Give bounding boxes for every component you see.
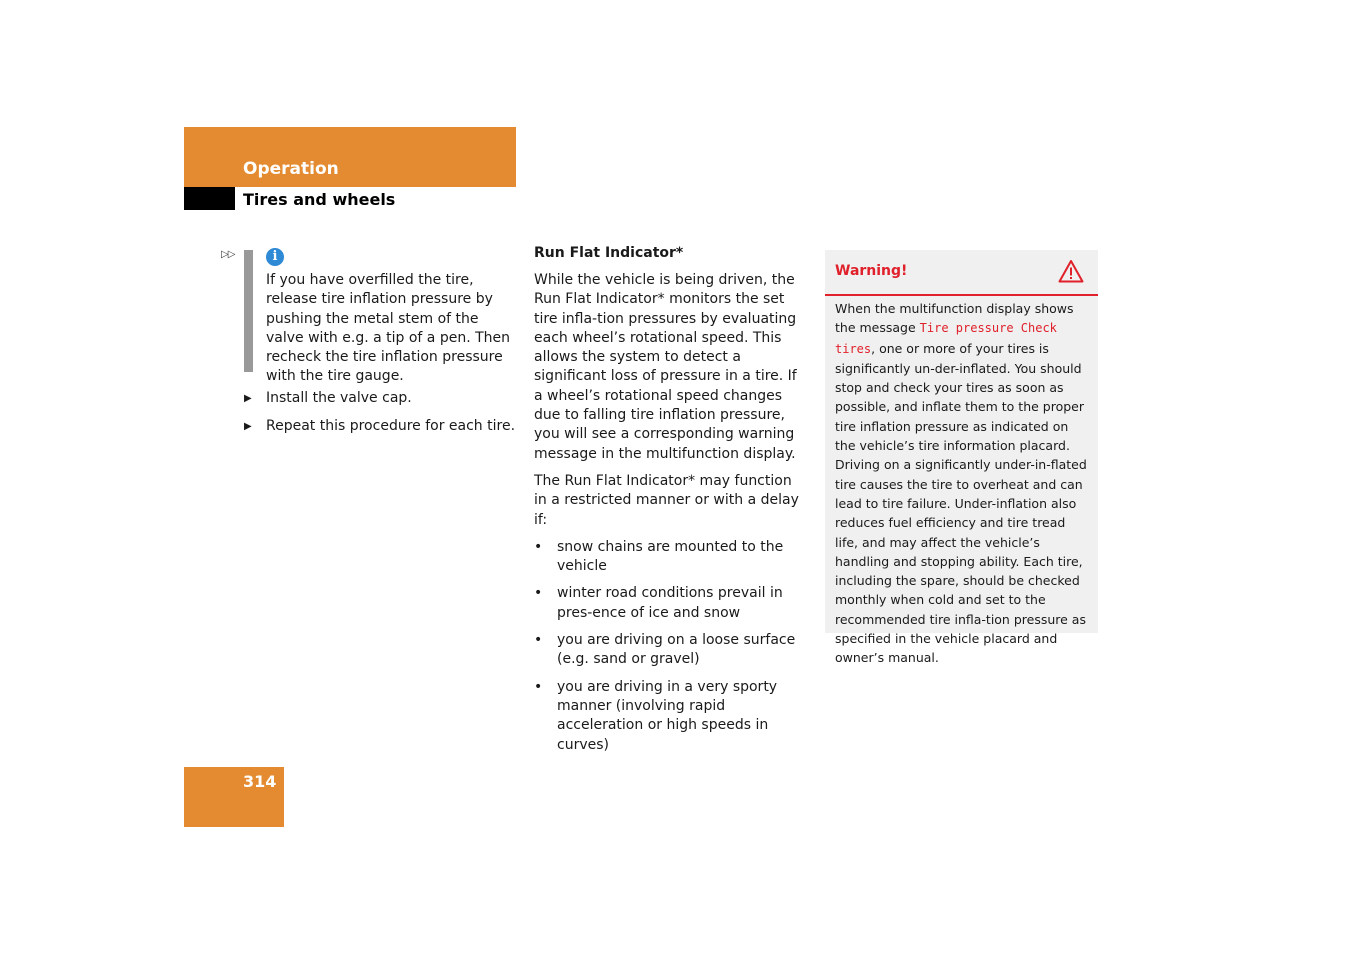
step-arrow-icon: ▶ xyxy=(244,421,252,432)
header-band xyxy=(184,127,516,187)
warning-text-body: , one or more of your tires is significantly un-der-inflated. You should stop and check your tires as soon as possible, and inflate them to the proper tire inflation pressure as indicated on the vehicle’s tire information placard. Driving on a significantly under-in-flated tire causes the tire to overheat and can lead to tire failure. Under-inflation also reduces fuel efficiency and tire tread life, and may affect the vehicle’s handling and stopping ability. Each tire, including the spare, should be checked monthly when cold and set to the recommended tire infla-tion pressure as specified in the vehicle placard and owner’s manual. xyxy=(835,340,1087,666)
subsection-title: Tires and wheels xyxy=(243,190,396,209)
list-item: • snow chains are mounted to the vehicle xyxy=(534,538,806,577)
warning-title: Warning! xyxy=(835,263,908,279)
continued-marker-icon: ▷▷ xyxy=(221,249,235,260)
list-item: • you are driving on a loose surface (e.g. sand or gravel) xyxy=(534,631,806,670)
info-side-bar xyxy=(244,250,253,372)
step-arrow-icon: ▶ xyxy=(244,393,252,404)
step-repeat-procedure xyxy=(244,417,515,436)
info-icon: i xyxy=(266,248,284,266)
warning-text-intro: When the multifunction display shows the message xyxy=(835,301,1074,336)
step-install-valve-cap xyxy=(244,389,412,408)
run-flat-title: Run Flat Indicator* xyxy=(534,245,684,261)
run-flat-paragraph-1: While the vehicle is being driven, the Run Flat Indicator* monitors the set tire infla-tion pressures by evaluating each wheel’s rotational speed. This allows the system to detect a significant loss of pressure in a tire. If a wheel’s rotational speed changes due to falling tire inflation pressure, you will see a corresponding warning message in the multifunction display. xyxy=(534,272,797,462)
section-title: Operation xyxy=(243,159,339,179)
list-item: • winter road conditions prevail in pres-ence of ice and snow xyxy=(534,584,806,623)
warning-triangle-icon xyxy=(1058,259,1084,283)
run-flat-section xyxy=(534,244,806,763)
step-text: Install the valve cap. xyxy=(266,390,412,406)
run-flat-paragraph-2: The Run Flat Indicator* may function in a restricted manner or with a delay if: xyxy=(534,472,799,528)
warning-text xyxy=(835,299,1091,668)
info-note-text: If you have overfilled the tire, release tire inflation pressure by pushing the metal stem of the valve with e.g. a tip of a pen. Then recheck the tire inflation pressure with the tire gauge. xyxy=(266,272,511,385)
step-text: Repeat this procedure for each tire. xyxy=(266,418,516,434)
warning-box xyxy=(825,250,1098,666)
run-flat-conditions-list xyxy=(534,538,806,755)
page-number: 314 xyxy=(243,772,277,791)
display-message-code: Tire pressure Check tires xyxy=(835,321,1057,356)
list-item: • you are driving in a very sporty manner (involving rapid acceleration or high speeds in curves) xyxy=(534,678,806,755)
warning-header xyxy=(825,250,1098,296)
section-tab-marker xyxy=(184,187,235,210)
